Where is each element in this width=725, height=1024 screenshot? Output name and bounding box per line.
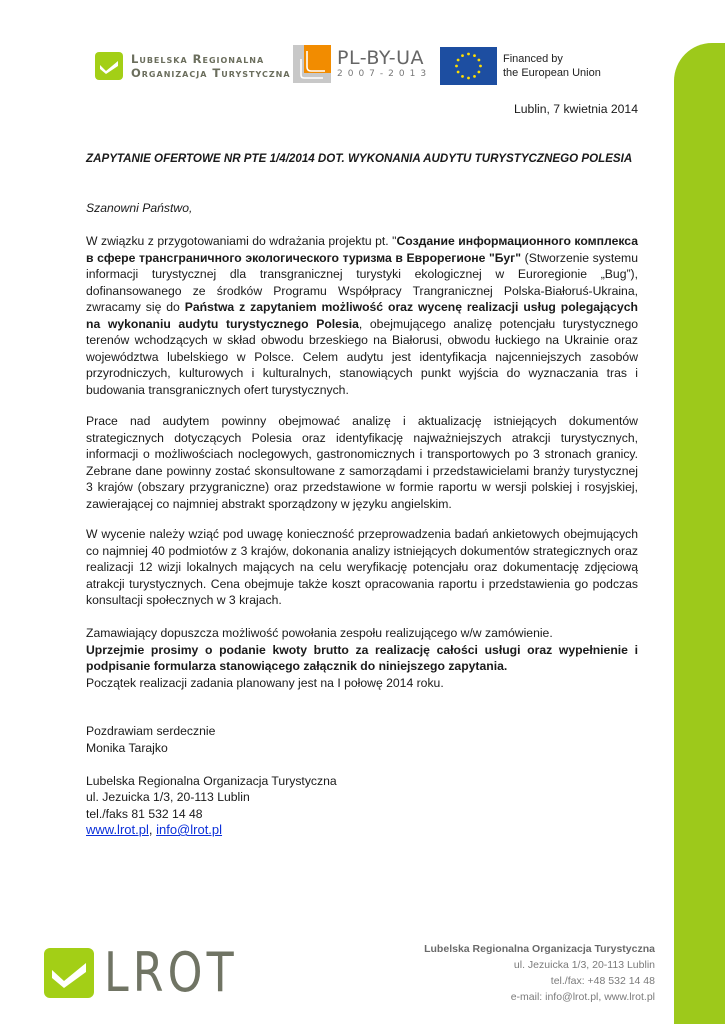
link-separator: ,	[148, 822, 157, 837]
eu-flag-icon	[440, 47, 497, 85]
letter-date: Lublin, 7 kwietnia 2014	[514, 102, 638, 116]
paragraph-intro-text-1: W związku z przygotowaniami do wdrażania projektu pt. "	[86, 234, 397, 248]
closing-greeting: Pozdrawiam serdecznie	[86, 724, 216, 738]
terms-request: Uprzejmie prosimy o podanie kwoty brutto za realizację całości usługi oraz wypełnienie i podpisanie formularza stanowiącego załącznik do niniejszego zapytania.	[86, 642, 638, 673]
terms-consortium: Zamawiający dopuszcza możliwość powołania zespołu realizującego w/w zamówienie.	[86, 626, 553, 640]
paragraph-terms	[86, 625, 638, 691]
footer-contact	[424, 941, 655, 1005]
checkmark-icon	[44, 948, 94, 998]
eu-text-line2: the European Union	[503, 67, 601, 79]
footer-address: ul. Jezuicka 1/3, 20-113 Lublin	[513, 959, 655, 971]
letter-closing	[86, 723, 337, 839]
lrot-logo	[95, 52, 291, 80]
website-link[interactable]: www.lrot.pl	[86, 822, 149, 837]
letter-subject: ZAPYTANIE OFERTOWE NR PTE 1/4/2014 DOT. WYKONANIA AUDYTU TURYSTYCZNEGO POLESIA	[86, 152, 633, 165]
closing-org: Lubelska Regionalna Organizacja Turystyczna	[86, 773, 337, 788]
paragraph-intro-text-3: , obejmującego analizę potencjału turystycznego terenów wchodzących w skład obwodu brzeskiego na Białorusi, obwodu łuckiego na Ukrainie oraz województwa lubelskiego w Polsce. Celem audytu jest identyfikacja najcenniejszych zasobów przyrodniczych, kulturowych i kulturalnych, stanowiących punkt wyjścia do wyznaczania tras i budowania transgranicznych ofert turystycznych.	[86, 316, 638, 397]
terms-start: Początek realizacji zadania planowany jest na I połowę 2014 roku.	[86, 675, 444, 690]
closing-signatory: Monika Tarajko	[86, 740, 168, 755]
decorative-green-bar	[674, 43, 725, 1024]
programme-years: 2007-2013	[337, 69, 432, 79]
footer-org: Lubelska Regionalna Organizacja Turystyczna	[424, 943, 655, 955]
closing-links	[86, 822, 337, 839]
paragraph-intro-text-2: (Stworzenie systemu informacji turystycznej dla transgranicznej turystyki ekologicznej w Euroregionie „Bug”), dofinansowanego ze środków Programu Współpracy Trangranicznej Polska-Białoruś-Ukraina, zwracamy się do	[86, 250, 638, 314]
email-link[interactable]: info@lrot.pl	[156, 822, 223, 837]
lrot-logo-line1: Lubelska Regionalna	[131, 52, 265, 66]
footer-logo-text: LROT	[104, 941, 238, 1004]
programme-name: PL-BY-UA	[337, 47, 424, 69]
footer-email-web: e-mail: info@lrot.pl, www.lrot.pl	[510, 991, 655, 1003]
letter-salutation: Szanowni Państwo,	[86, 201, 193, 215]
paragraph-intro	[86, 233, 638, 398]
eu-logo	[440, 47, 601, 85]
lrot-logo-text	[131, 52, 291, 80]
footer-lrot-logo	[44, 941, 267, 1004]
programme-logo	[293, 45, 431, 83]
paragraph-pricing: W wycenie należy wziąć pod uwagę konieczność przeprowadzenia badań ankietowych obejmujących co najmniej 40 podmiotów z 3 krajów, dokonania analizy istniejących dokumentów strategicznych oraz realizacji 12 wizji lokalnych mających na celu weryfikację potencjału oraz dokumentację zdjęciową atrakcji turystycznych. Cena obejmuje także koszt opracowania raportu i przedstawienia go podczas konsultacji społecznych w 3 krajach.	[86, 527, 638, 607]
programme-mark-icon	[293, 45, 331, 83]
request-statement: Państwa z zapytaniem możliwość oraz wycenę realizacji usług polegających na wykonaniu audytu turystycznego Polesia	[86, 300, 638, 331]
footer-phone: tel./fax: +48 532 14 48	[550, 975, 655, 987]
checkmark-icon	[95, 52, 123, 80]
letterhead	[0, 0, 725, 100]
closing-address: ul. Jezuicka 1/3, 20-113 Lublin	[86, 790, 250, 804]
eu-text-line1: Financed by	[503, 53, 563, 65]
project-title-russian: Создание информационного комплекса в сфере трансграничного экологического туризма в Еврорегионе "Буг"	[86, 234, 639, 265]
closing-phone: tel./faks 81 532 14 48	[86, 806, 203, 821]
paragraph-scope: Prace nad audytem powinny obejmować analizę i aktualizację istniejących dokumentów strategicznych dotyczących Polesia oraz identyfikację najważniejszych atrakcji turystycznych, informacji o możliwościach noclegowych, gastronomicznych i transportowych po 3 stronach granicy. Zebrane dane powinny zostać skonsultowane z samorządami i przedstawicielami branży turystycznej 3 krajów (obszary przygraniczne) oraz przedstawione w formie raportu w wersji polskiej i rosyjskiej, zawierającej co najmniej abstrakt sporządzony w języku angielskim.	[86, 414, 638, 511]
lrot-logo-line2: Organizacja Turystyczna	[131, 66, 291, 80]
